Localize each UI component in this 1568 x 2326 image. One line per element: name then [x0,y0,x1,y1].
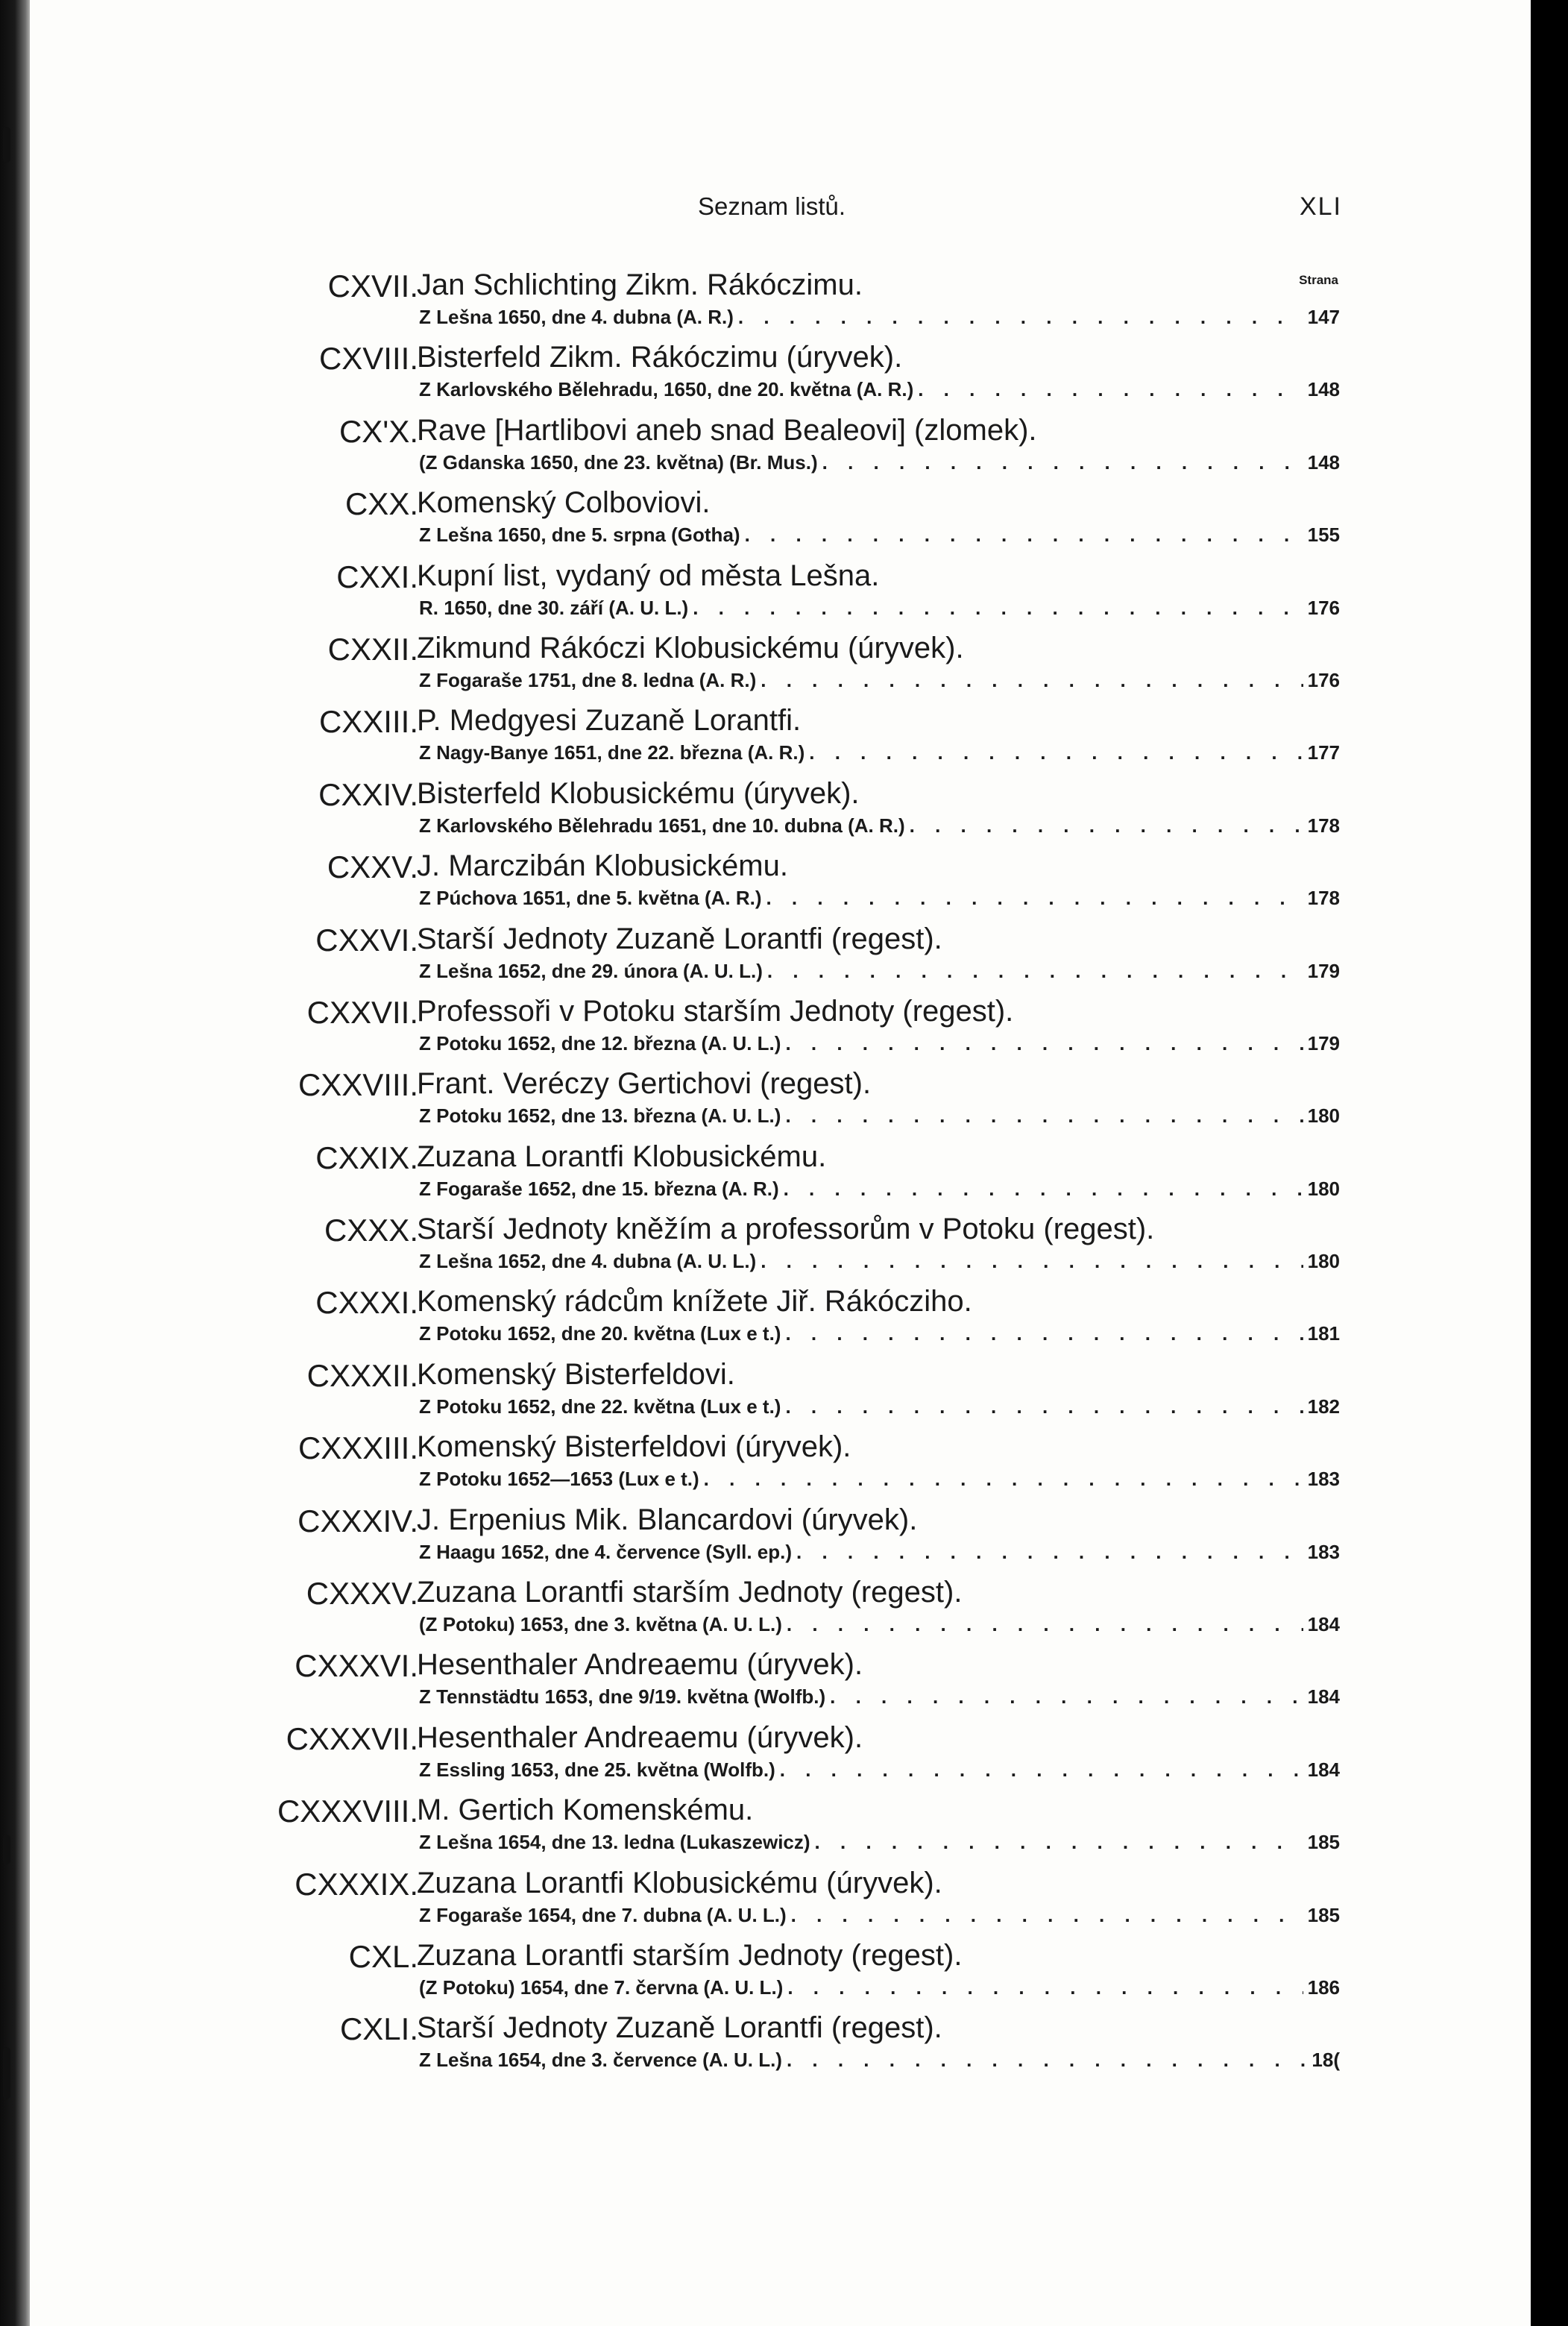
letter-origin: Z Essling 1653, dne 25. května (Wolfb.) [419,1758,775,1781]
page-reference: 186 [1307,1975,1340,1999]
binding-speck [3,127,10,163]
letter-title: Bisterfeld Klobusickému (úryvek). [417,776,860,810]
letter-numeral: CXXX. [324,1213,418,1248]
page-reference: 177 [1307,741,1340,764]
letter-origin: Z Karlovského Bělehradu, 1650, dne 20. května (A. R.) [419,378,914,401]
letter-numeral: CXXV. [327,849,418,885]
dot-leader [787,1904,1303,1927]
letter-origin: Z Nagy-Banye 1651, dne 22. března (A. R.) [419,741,805,764]
letter-title: Starší Jednoty kněžím a professorům v Potoku (regest). [417,1213,1155,1246]
letter-detail-row [419,1685,1340,1709]
dot-leader [775,1758,1303,1782]
page-reference: 185 [1307,1831,1340,1854]
page-reference: 148 [1307,378,1340,401]
page-reference: 147 [1307,306,1340,328]
letter-detail-row [419,1976,1340,1999]
letter-detail-row [419,1758,1340,1782]
list-item [30,255,1531,327]
letter-origin: Z Lešna 1654, dne 13. ledna (Lukaszewicz) [419,1831,810,1854]
page-reference: 179 [1307,1031,1340,1054]
letter-title: Zuzana Lorantfi starším Jednoty (regest). [417,1576,963,1609]
page-reference: 182 [1307,1395,1340,1418]
list-item [30,327,1531,400]
dot-leader [699,1468,1303,1491]
list-item [30,1127,1531,1199]
letter-numeral: CXXIX. [315,1140,418,1175]
page-reference: 184 [1307,1758,1340,1781]
letter-numeral: CXXXIV. [297,1503,418,1538]
letter-numeral: CXXXII. [306,1357,418,1393]
list-item [30,1998,1531,2070]
dot-leader [782,1613,1303,1636]
dot-leader [783,1976,1303,1999]
letter-title: Kupní list, vydaný od města Lešna. [417,559,880,592]
dot-leader [810,1831,1303,1854]
list-item [30,909,1531,981]
letter-numeral: CXLI. [339,2011,418,2047]
letter-detail-row [419,1250,1340,1273]
dot-leader [734,306,1303,329]
dot-leader [779,1178,1303,1201]
letter-detail-row [419,1104,1340,1128]
letter-origin: Z Potoku 1652—1653 (Lux e t.) [419,1468,699,1491]
page-reference: 176 [1307,668,1340,691]
binding-speck [3,1835,10,1864]
letter-title: Komenský Bisterfeldovi. [417,1357,735,1391]
letter-numeral: CXL. [348,1938,418,1974]
list-item [30,1345,1531,1417]
list-item [30,546,1531,618]
letter-title: Zuzana Lorantfi starším Jednoty (regest). [417,1938,963,1972]
letter-numeral: CXXXIII. [297,1430,418,1466]
letter-title: Bisterfeld Zikm. Rákóczimu (úryvek). [417,341,903,374]
letter-detail-row [419,597,1340,620]
letter-numeral: CXXVI. [315,922,418,958]
letter-origin: Z Tennstädtu 1653, dne 9/19. května (Wolfb.) [419,1685,826,1709]
letter-title: Zikmund Rákóczi Klobusickému (úryvek). [417,631,964,664]
letter-title: Komenský Bisterfeldovi (úryvek). [417,1430,851,1464]
list-item [30,1199,1531,1272]
page-reference: 148 [1307,450,1340,474]
letter-origin: Z Karlovského Bělehradu 1651, dne 10. dubna (A. R.) [419,814,905,837]
letter-detail-row [419,306,1340,329]
letter-title: J. Marczibán Klobusickému. [417,849,788,883]
dot-leader [781,1104,1303,1128]
list-item [30,1926,1531,1998]
letter-title: J. Erpenius Mik. Blancardovi (úryvek). [417,1503,918,1536]
letter-origin: Z Fogaraše 1751, dne 8. ledna (A. R.) [419,668,757,691]
letter-numeral: CXXII. [327,631,418,667]
dot-leader [781,1395,1303,1418]
letter-title: Hesenthaler Andreaemu (úryvek). [417,1720,863,1754]
page-reference: 184 [1307,1685,1340,1709]
letter-numeral: CXXIV. [318,776,418,812]
page-number: XLI [1299,192,1342,221]
letter-title: Zuzana Lorantfi Klobusickému. [417,1140,827,1173]
letter-origin: (Z Potoku) 1654, dne 7. června (A. U. L.) [419,1975,784,1999]
letter-numeral: CXXXVI. [295,1648,418,1684]
dot-leader [756,669,1303,692]
letter-detail-row [419,2049,1340,2072]
list-item [30,764,1531,836]
letter-detail-row [419,378,1340,401]
dot-leader [905,814,1303,837]
letter-origin: (Z Gdanska 1650, dne 23. května) (Br. Mus.) [419,450,818,474]
letter-detail-row [419,524,1340,547]
letter-detail-row [419,814,1340,837]
dot-leader [781,1322,1303,1345]
letter-origin: Z Lešna 1654, dne 3. července (A. U. L.) [419,2049,782,2072]
list-item [30,836,1531,908]
letter-detail-row [419,741,1340,764]
page-reference: 155 [1307,524,1340,547]
page-reference: 185 [1307,1903,1340,1926]
letter-origin: (Z Potoku) 1653, dne 3. května (A. U. L.) [419,1613,782,1636]
letter-detail-row [419,1468,1340,1491]
letter-detail-row [419,1613,1340,1636]
letter-title: Jan Schlichting Zikm. Rákóczimu. [417,268,863,301]
list-item [30,1853,1531,1926]
letter-detail-row [419,1831,1340,1854]
letter-origin: Z Púchova 1651, dne 5. května (A. R.) [419,887,762,910]
list-item [30,1708,1531,1780]
letter-detail-row [419,960,1340,983]
page-reference: 180 [1307,1104,1340,1128]
list-item [30,1054,1531,1126]
letter-numeral: CXX. [344,486,418,522]
page-reference: 178 [1307,814,1340,837]
letter-origin: Z Lešna 1650, dne 5. srpna (Gotha) [419,524,740,547]
list-item [30,400,1531,473]
list-item [30,1562,1531,1635]
letter-detail-row [419,1178,1340,1201]
page-reference: 18( [1312,2049,1340,2072]
page-reference: 178 [1307,887,1340,910]
letter-numeral: CXXXVIII. [277,1794,418,1829]
letter-title: Komenský rádcům knížete Jiř. Rákócziho. [417,1285,972,1318]
letter-origin: Z Potoku 1652, dne 20. května (Lux e t.) [419,1322,781,1345]
letter-title: Starší Jednoty Zuzaně Lorantfi (regest). [417,922,942,955]
letter-detail-row [419,887,1340,910]
letter-numeral: CXXXIX. [295,1866,418,1902]
dot-leader [761,887,1303,910]
letter-numeral: CXVII. [327,268,418,304]
dot-leader [818,451,1303,474]
letter-title: Professoři v Potoku starším Jednoty (regest). [417,994,1014,1028]
dot-leader [792,1541,1303,1564]
letter-detail-row [419,1904,1340,1927]
list-item [30,1490,1531,1562]
letter-numeral: CXVIII. [318,341,418,377]
letter-title: Frant. Veréczy Gertichovi (regest). [417,1067,872,1101]
letter-origin: Z Haagu 1652, dne 4. července (Syll. ep.) [419,1540,792,1563]
letter-origin: Z Lešna 1652, dne 29. února (A. U. L.) [419,959,763,982]
list-item [30,1780,1531,1852]
letter-origin: Z Potoku 1652, dne 22. května (Lux e t.) [419,1395,781,1418]
list-item [30,1417,1531,1489]
page-reference: 184 [1307,1613,1340,1636]
letter-numeral: CX'X. [339,413,418,449]
dot-leader [763,960,1303,983]
letter-origin: Z Lešna 1652, dne 4. dubna (A. U. L.) [419,1250,757,1273]
letter-title: M. Gertich Komenskému. [417,1794,754,1827]
letter-numeral: CXXI. [336,559,418,594]
letter-title: Zuzana Lorantfi Klobusickému (úryvek). [417,1866,942,1899]
dot-leader [740,524,1303,547]
binding-speck [3,2047,10,2099]
page-reference: 180 [1307,1250,1340,1273]
letter-title: Starší Jednoty Zuzaně Lorantfi (regest). [417,2011,942,2045]
page-column-label: Strana [1299,273,1338,287]
list-item [30,981,1531,1054]
dot-leader [825,1685,1303,1709]
dot-leader [756,1250,1303,1273]
letter-numeral: CXXVIII. [297,1067,418,1103]
letter-title: Komenský Colboviovi. [417,486,711,520]
letter-title: P. Medgyesi Zuzaně Lorantfi. [417,704,802,738]
list-item [30,618,1531,691]
letter-origin: Z Potoku 1652, dne 13. března (A. U. L.) [419,1104,781,1128]
letter-title: Rave [Hartlibovi aneb snad Bealeovi] (zlomek). [417,413,1037,447]
letter-numeral: CXXXVII. [286,1720,418,1756]
document-page [30,0,1531,2326]
dot-leader [781,1032,1303,1055]
page-reference: 179 [1307,959,1340,982]
dot-leader [782,2049,1307,2072]
letter-detail-row [419,451,1340,474]
letter-origin: Z Potoku 1652, dne 12. března (A. U. L.) [419,1031,781,1054]
list-item [30,473,1531,545]
letter-detail-row [419,1541,1340,1564]
letter-list [30,255,1531,2071]
letter-origin: Z Fogaraše 1652, dne 15. března (A. R.) [419,1177,779,1200]
letter-numeral: CXXXI. [315,1285,418,1321]
page-reference: 176 [1307,596,1340,619]
dot-leader [913,378,1303,401]
page-reference: 181 [1307,1322,1340,1345]
letter-detail-row [419,669,1340,692]
letter-numeral: CXXIII. [318,704,418,740]
running-header-title: Seznam listů. [698,192,846,220]
dot-leader [805,741,1303,764]
list-item [30,1635,1531,1707]
letter-origin: Z Fogaraše 1654, dne 7. dubna (A. U. L.) [419,1903,787,1926]
letter-detail-row [419,1395,1340,1418]
page-reference: 183 [1307,1540,1340,1563]
letter-detail-row [419,1322,1340,1345]
letter-detail-row [419,1032,1340,1055]
page-reference: 183 [1307,1468,1340,1491]
letter-origin: R. 1650, dne 30. září (A. U. L.) [419,596,689,619]
page-reference: 180 [1307,1177,1340,1200]
list-item [30,691,1531,763]
letter-numeral: CXXVII. [306,994,418,1030]
list-item [30,1272,1531,1344]
letter-numeral: CXXXV. [306,1576,418,1612]
letter-origin: Z Lešna 1650, dne 4. dubna (A. R.) [419,306,734,328]
letter-title: Hesenthaler Andreaemu (úryvek). [417,1648,863,1682]
dot-leader [688,597,1303,620]
